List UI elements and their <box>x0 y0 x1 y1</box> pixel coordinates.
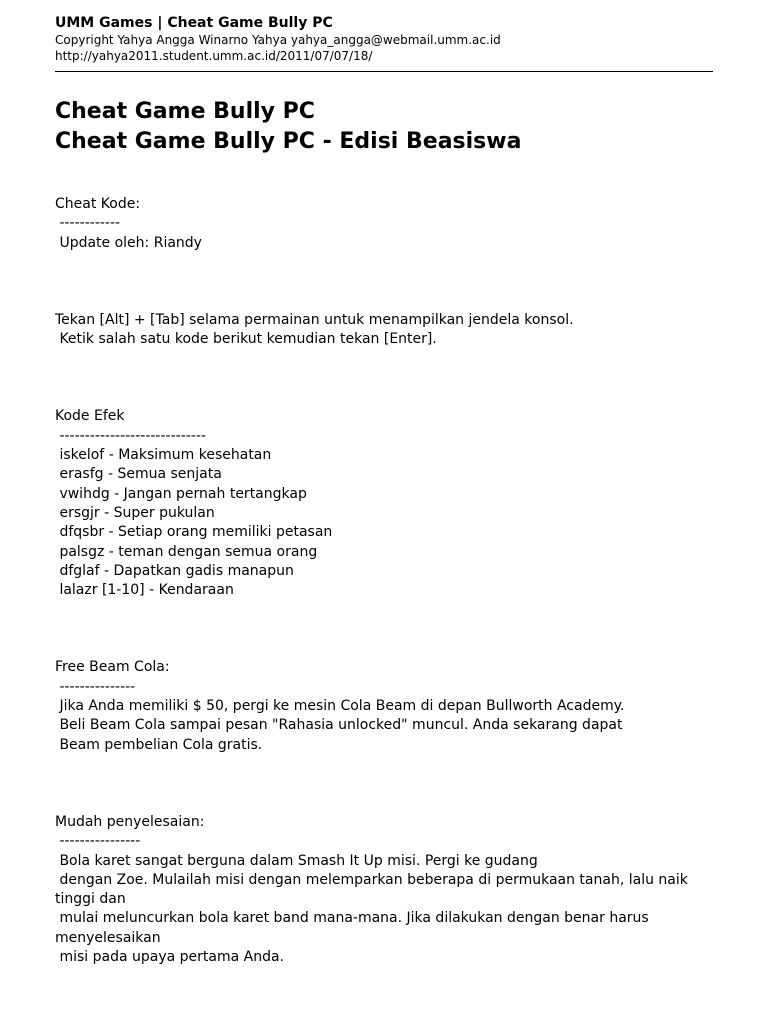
update-line: Update oleh: Riandy <box>55 234 202 251</box>
document-body <box>55 195 715 967</box>
section-mudah-penyelesaian <box>55 813 715 967</box>
section-kode-efek <box>55 407 715 600</box>
cheat-code-item: dfqsbr - Setiap orang memiliki petasan <box>55 524 333 541</box>
section-heading: Kode Efek <box>55 408 125 425</box>
instruction-line: Ketik salah satu kode berikut kemudian tekan [Enter]. <box>55 331 437 348</box>
paragraph-line: Bola karet sangat berguna dalam Smash It Up misi. Pergi ke gudang <box>55 852 538 869</box>
title-line-2: Cheat Game Bully PC - Edisi Beasiswa <box>55 129 522 154</box>
spacer <box>55 253 715 311</box>
cheat-code-item: palsgz - teman dengan semua orang <box>55 543 318 560</box>
section-rule: --------------- <box>55 678 136 695</box>
spacer <box>55 600 715 658</box>
section-cheat-kode <box>55 195 715 253</box>
header-title: UMM Games | Cheat Game Bully PC <box>55 15 333 31</box>
header-divider <box>55 71 713 72</box>
paragraph-line: Beam pembelian Cola gratis. <box>55 736 263 753</box>
section-free-beam-cola <box>55 658 715 754</box>
section-rule: ----------------------------- <box>55 427 206 444</box>
paragraph-line: Beli Beam Cola sampai pesan "Rahasia unlocked" muncul. Anda sekarang dapat <box>55 717 623 734</box>
paragraph-line: dengan Zoe. Mulailah misi dengan melemparkan beberapa di permukaan tanah, lalu naik tinggi dan <box>55 871 693 908</box>
section-instructions <box>55 311 715 350</box>
paragraph-line: Jika Anda memiliki $ 50, pergi ke mesin Cola Beam di depan Bullworth Academy. <box>55 698 625 715</box>
cheat-code-item: lalazr [1-10] - Kendaraan <box>55 582 234 599</box>
paragraph-line: misi pada upaya pertama Anda. <box>55 949 285 966</box>
section-heading: Free Beam Cola: <box>55 659 170 676</box>
document-header <box>55 14 713 64</box>
cheat-code-item: dfglaf - Dapatkan gadis manapun <box>55 562 294 579</box>
cheat-code-item: vwihdg - Jangan pernah tertangkap <box>55 485 307 502</box>
document-titles <box>55 97 521 157</box>
section-rule: ---------------- <box>55 833 141 850</box>
instruction-line: Tekan [Alt] + [Tab] selama permainan untuk menampilkan jendela konsol. <box>55 311 574 328</box>
header-copyright: Copyright Yahya Angga Winarno Yahya yahya_angga@webmail.umm.ac.id <box>55 33 501 47</box>
title-line-1: Cheat Game Bully PC <box>55 99 315 124</box>
cheat-code-item: iskelof - Maksimum kesehatan <box>55 447 272 464</box>
section-heading: Cheat Kode: <box>55 196 141 212</box>
paragraph-line: mulai meluncurkan bola karet band mana-mana. Jika dilakukan dengan benar harus menyelesaikan <box>55 910 654 946</box>
spacer <box>55 349 715 407</box>
cheat-code-item: erasfg - Semua senjata <box>55 466 222 483</box>
section-rule: ------------ <box>55 215 121 232</box>
spacer <box>55 755 715 813</box>
section-heading: Mudah penyelesaian: <box>55 813 205 830</box>
header-url: http://yahya2011.student.umm.ac.id/2011/07/07/18/ <box>55 49 373 63</box>
cheat-code-item: ersgjr - Super pukulan <box>55 504 215 521</box>
